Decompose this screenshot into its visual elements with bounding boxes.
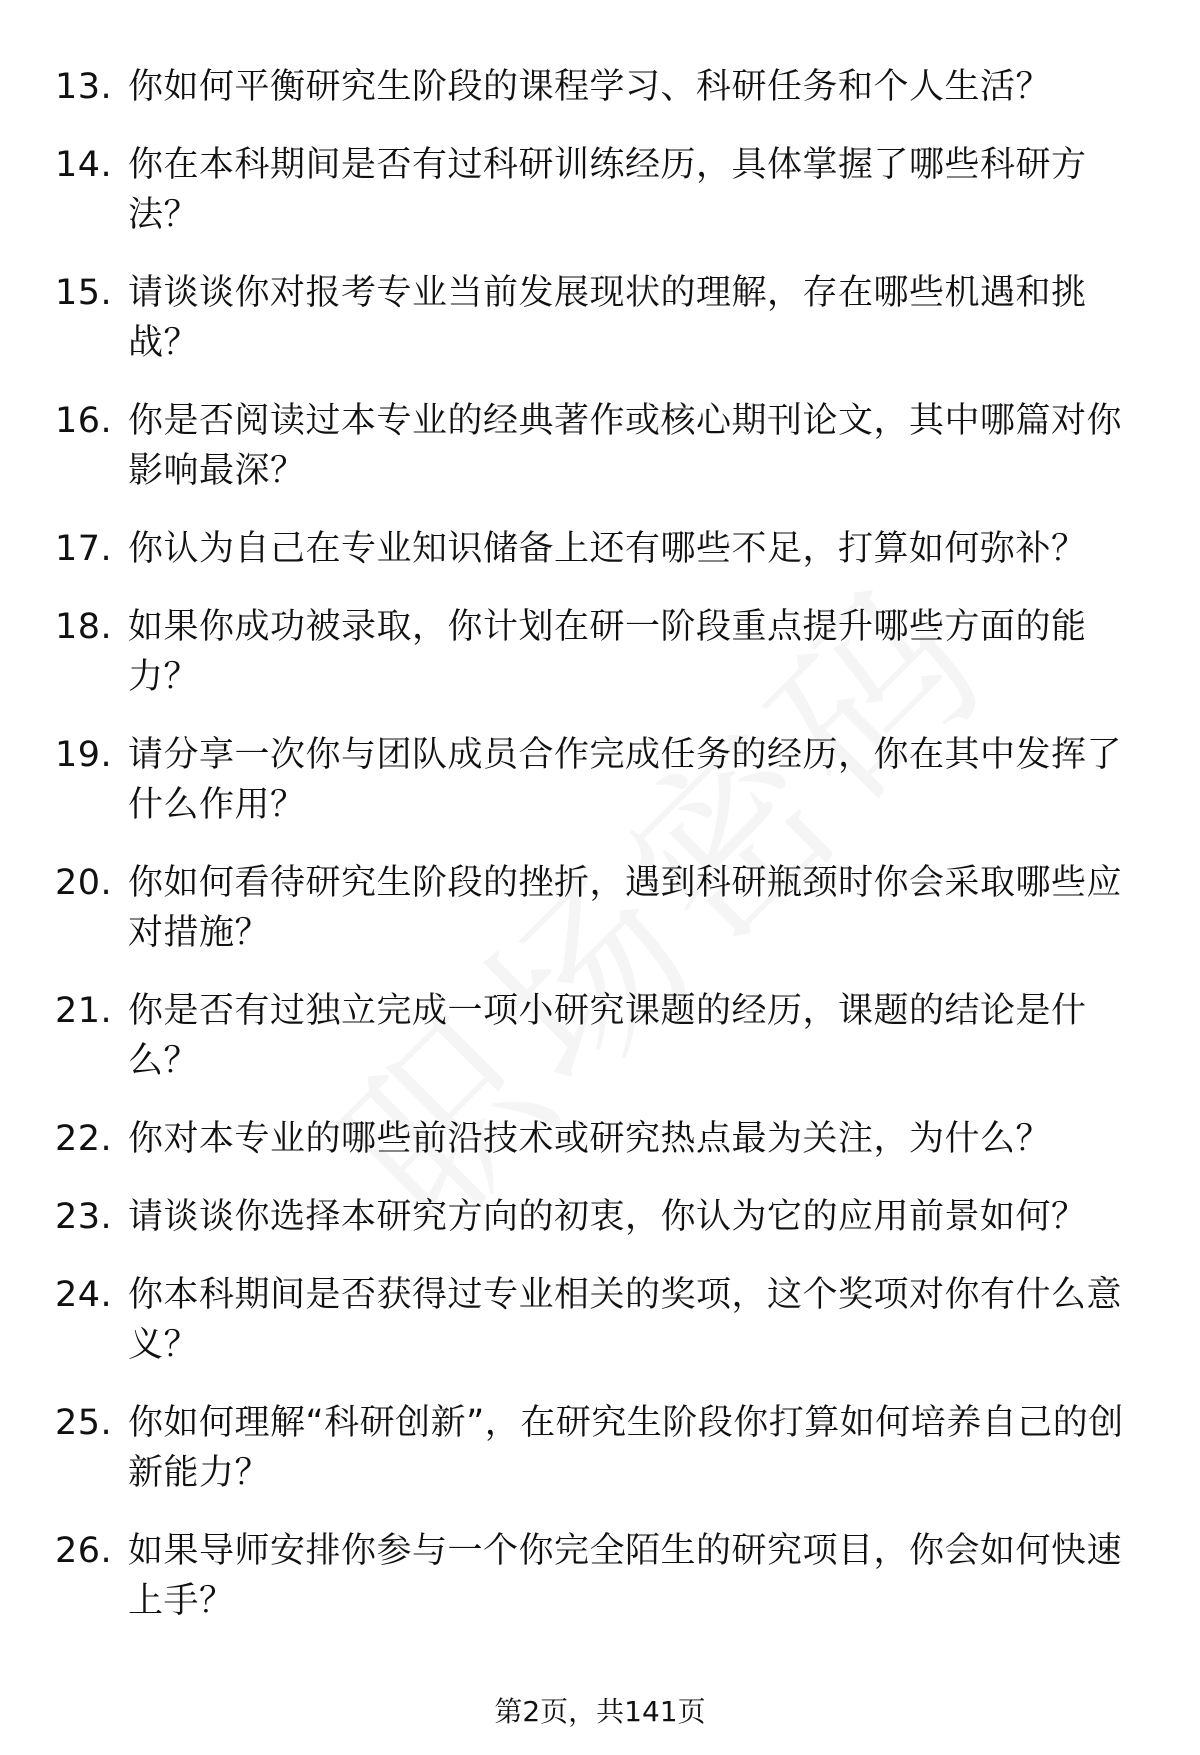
- question-text: 你是否有过独立完成一项小研究课题的经历，课题的结论是什么？: [128, 991, 1087, 1081]
- question-number: 20.: [55, 863, 113, 903]
- question-number: 26.: [55, 1531, 113, 1571]
- question-text: 你如何看待研究生阶段的挫折，遇到科研瓶颈时你会采取哪些应对措施？: [128, 863, 1123, 953]
- question-text: 你是否阅读过本专业的经典著作或核心期刊论文，其中哪篇对你影响最深？: [128, 401, 1123, 491]
- question-number: 13.: [55, 67, 113, 107]
- question-item: [55, 62, 1155, 112]
- question-list: [55, 62, 1155, 1654]
- question-item: [55, 268, 1155, 368]
- question-item: [55, 1526, 1155, 1626]
- question-number: 17.: [55, 529, 113, 569]
- question-number: 22.: [55, 1119, 113, 1159]
- page-number-footer: 第2页，共141页: [494, 1695, 706, 1728]
- question-text: 如果导师安排你参与一个你完全陌生的研究项目，你会如何快速上手？: [128, 1531, 1123, 1621]
- question-text: 你在本科期间是否有过科研训练经历，具体掌握了哪些科研方法？: [128, 145, 1087, 235]
- question-text: 请谈谈你选择本研究方向的初衷，你认为它的应用前景如何？: [128, 1197, 1087, 1237]
- question-text: 请分享一次你与团队成员合作完成任务的经历，你在其中发挥了什么作用？: [128, 735, 1123, 825]
- question-number: 15.: [55, 273, 113, 313]
- question-text: 你如何平衡研究生阶段的课程学习、科研任务和个人生活？: [128, 67, 1052, 107]
- question-item: [55, 602, 1155, 702]
- question-item: [55, 1114, 1155, 1164]
- question-item: [55, 986, 1155, 1086]
- question-text: 请谈谈你对报考专业当前发展现状的理解，存在哪些机遇和挑战？: [128, 273, 1087, 363]
- question-item: [55, 1398, 1155, 1498]
- question-text: 如果你成功被录取，你计划在研一阶段重点提升哪些方面的能力？: [128, 607, 1087, 697]
- question-number: 25.: [55, 1403, 113, 1443]
- question-item: [55, 396, 1155, 496]
- question-text: 你本科期间是否获得过专业相关的奖项，这个奖项对你有什么意义？: [128, 1275, 1123, 1365]
- question-number: 19.: [55, 735, 113, 775]
- question-number: 24.: [55, 1275, 113, 1315]
- question-item: [55, 1192, 1155, 1242]
- question-text: 你认为自己在专业知识储备上还有哪些不足，打算如何弥补？: [128, 529, 1087, 569]
- question-number: 23.: [55, 1197, 113, 1237]
- question-text: 你如何理解“科研创新”，在研究生阶段你打算如何培养自己的创新能力？: [128, 1403, 1124, 1493]
- question-number: 21.: [55, 991, 113, 1031]
- question-number: 16.: [55, 401, 113, 441]
- question-item: [55, 140, 1155, 240]
- question-text: 你对本专业的哪些前沿技术或研究热点最为关注，为什么？: [128, 1119, 1052, 1159]
- question-item: [55, 1270, 1155, 1370]
- question-number: 18.: [55, 607, 113, 647]
- question-item: [55, 858, 1155, 958]
- question-number: 14.: [55, 145, 113, 185]
- question-item: [55, 524, 1155, 574]
- question-item: [55, 730, 1155, 830]
